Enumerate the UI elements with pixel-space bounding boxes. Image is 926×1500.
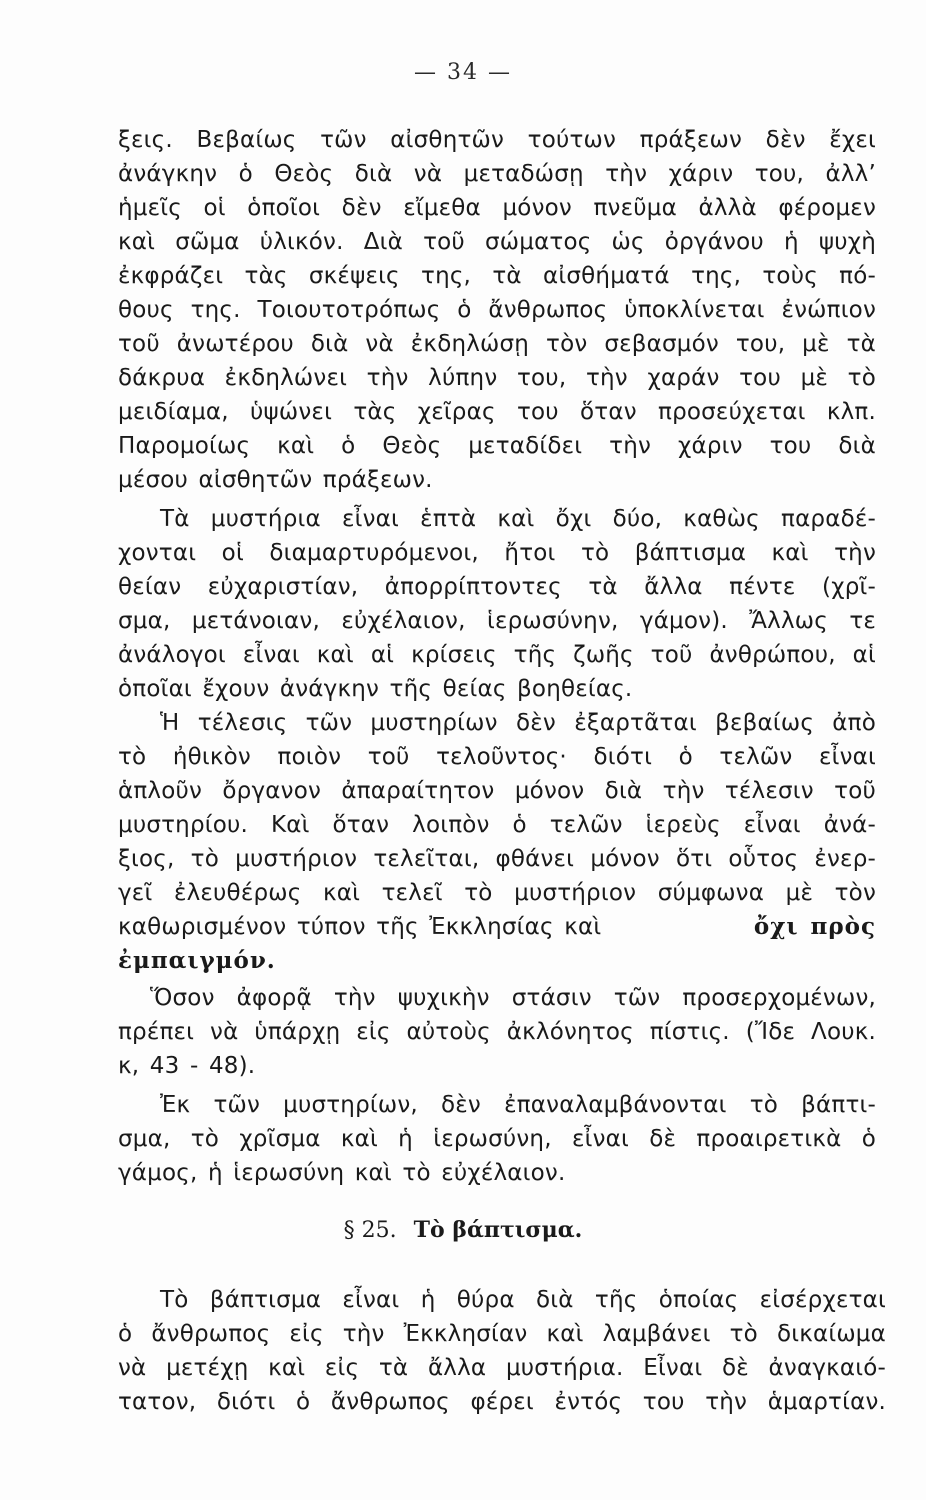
text-line: ἀνάλογοι εἶναι καὶ αἱ κρίσεις τῆς ζωῆς τοῦ ἀνθρώπου, αἱ <box>118 642 876 668</box>
text-line: γάμος, ἡ ἱερωσύνη καὶ τὸ εὐχέλαιον. <box>118 1160 566 1186</box>
text-line: σμα, μετάνοιαν, εὐχέλαιον, ἱερωσύνην, γάμον). Ἄλλως τε <box>118 608 876 634</box>
text-line: Ἐκ τῶν μυστηρίων, δὲν ἐπαναλαμβάνονται τὸ βάπτι- <box>160 1092 876 1118</box>
text-line: μειδίαμα, ὑψώνει τὰς χεῖρας του ὅταν προσεύχεται κλπ. <box>118 399 876 425</box>
text-line: ὁποῖαι ἔχουν ἀνάγκην τῆς θείας βοηθείας. <box>118 676 633 702</box>
page-number: — 34 — <box>414 60 512 85</box>
text-line: πρέπει νὰ ὑπάρχῃ εἰς αὐτοὺς ἀκλόνητος πίστις. (Ἴδε Λουκ. <box>118 1019 876 1045</box>
text-line: γεῖ ἐλευθέρως καὶ τελεῖ τὸ μυστήριον σύμφωνα μὲ τὸν <box>118 880 876 906</box>
text-line: ξιος, τὸ μυστήριον τελεῖται, φθάνει μόνον ὅτι οὗτος ἐνερ- <box>118 846 876 872</box>
section-number: § 25. <box>343 1218 397 1243</box>
text-line: σμα, τὸ χρῖσμα καὶ ἡ ἱερωσύνη, εἶναι δὲ προαιρετικὰ ὁ <box>118 1126 876 1152</box>
text-line: ἡμεῖς οἱ ὁποῖοι δὲν εἴμεθα μόνον πνεῦμα ἀλλὰ φέρομεν <box>118 195 876 221</box>
text-line: θους της. Τοιουτοτρόπως ὁ ἄνθρωπος ὑποκλίνεται ἐνώπιον <box>118 297 876 323</box>
text-line <box>118 910 876 944</box>
text-line: θείαν εὐχαριστίαν, ἀπορρίπτοντες τὰ ἄλλα πέντε (χρῖ- <box>118 574 876 600</box>
text-line: ὁ ἄνθρωπος εἰς τὴν Ἐκκλησίαν καὶ λαμβάνει τὸ δικαίωμα <box>118 1321 886 1347</box>
section-heading <box>0 1213 926 1248</box>
text-line: χονται οἱ διαμαρτυρόμενοι, ἤτοι τὸ βάπτισμα καὶ τὴν <box>118 540 876 566</box>
text-line: τοῦ ἀνωτέρου διὰ νὰ ἐκδηλώσῃ τὸν σεβασμόν του, μὲ τὰ <box>118 331 876 357</box>
text-line: ἀνάγκην ὁ Θεὸς διὰ νὰ μεταδώσῃ τὴν χάριν του, ἀλλ’ <box>118 161 876 187</box>
text-line: τὸ ἠθικὸν ποιὸν τοῦ τελοῦντος· διότι ὁ τελῶν εἶναι <box>118 744 876 770</box>
text-line: νὰ μετέχῃ καὶ εἰς τὰ ἄλλα μυστήρια. Εἶναι δὲ ἀναγκαιό- <box>118 1355 886 1381</box>
text-line: Ἡ τέλεσις τῶν μυστηρίων δὲν ἐξαρτᾶται βεβαίως ἀπὸ <box>160 710 876 736</box>
text-line: μέσου αἰσθητῶν πράξεων. <box>118 467 433 493</box>
text-line-bold: ἐμπαιγμόν. <box>118 947 276 974</box>
text-line: δάκρυα ἐκδηλώνει τὴν λύπην του, τὴν χαράν του μὲ τὸ <box>118 365 876 391</box>
text-line-start: καθωρισμένον τύπον τῆς Ἐκκλησίας καὶ <box>118 914 602 940</box>
text-line: ἐκφράζει τὰς σκέψεις της, τὰ αἰσθήματά της, τοὺς πό- <box>118 263 876 289</box>
text-line: Τὸ βάπτισμα εἶναι ἡ θύρα διὰ τῆς ὁποίας εἰσέρχεται <box>160 1287 886 1313</box>
text-line: μυστηρίου. Καὶ ὅταν λοιπὸν ὁ τελῶν ἱερεὺς εἶναι ἀνά- <box>118 812 876 838</box>
text-line: κ, 43 - 48). <box>118 1053 256 1079</box>
section-title: Τὸ βάπτισμα. <box>413 1217 583 1243</box>
text-line: Τὰ μυστήρια εἶναι ἑπτὰ καὶ ὄχι δύο, καθὼς παραδέ- <box>160 506 876 532</box>
bold-phrase: ὄχι πρὸς <box>753 913 876 940</box>
text-line: Παρομοίως καὶ ὁ Θεὸς μεταδίδει τὴν χάριν του διὰ <box>118 433 876 459</box>
text-line: ἁπλοῦν ὄργανον ἀπαραίτητον μόνον διὰ τὴν τέλεσιν τοῦ <box>118 778 876 804</box>
text-line: ξεις. Βεβαίως τῶν αἰσθητῶν τούτων πράξεων δὲν ἔχει <box>118 127 876 153</box>
text-line: Ὅσον ἀφορᾷ τὴν ψυχικὴν στάσιν τῶν προσερχομένων, <box>150 985 876 1011</box>
text-line: καὶ σῶμα ὑλικόν. Διὰ τοῦ σώματος ὡς ὀργάνου ἡ ψυχὴ <box>118 229 876 255</box>
text-line: τατον, διότι ὁ ἄνθρωπος φέρει ἐντός του τὴν ἁμαρτίαν. <box>118 1389 886 1415</box>
